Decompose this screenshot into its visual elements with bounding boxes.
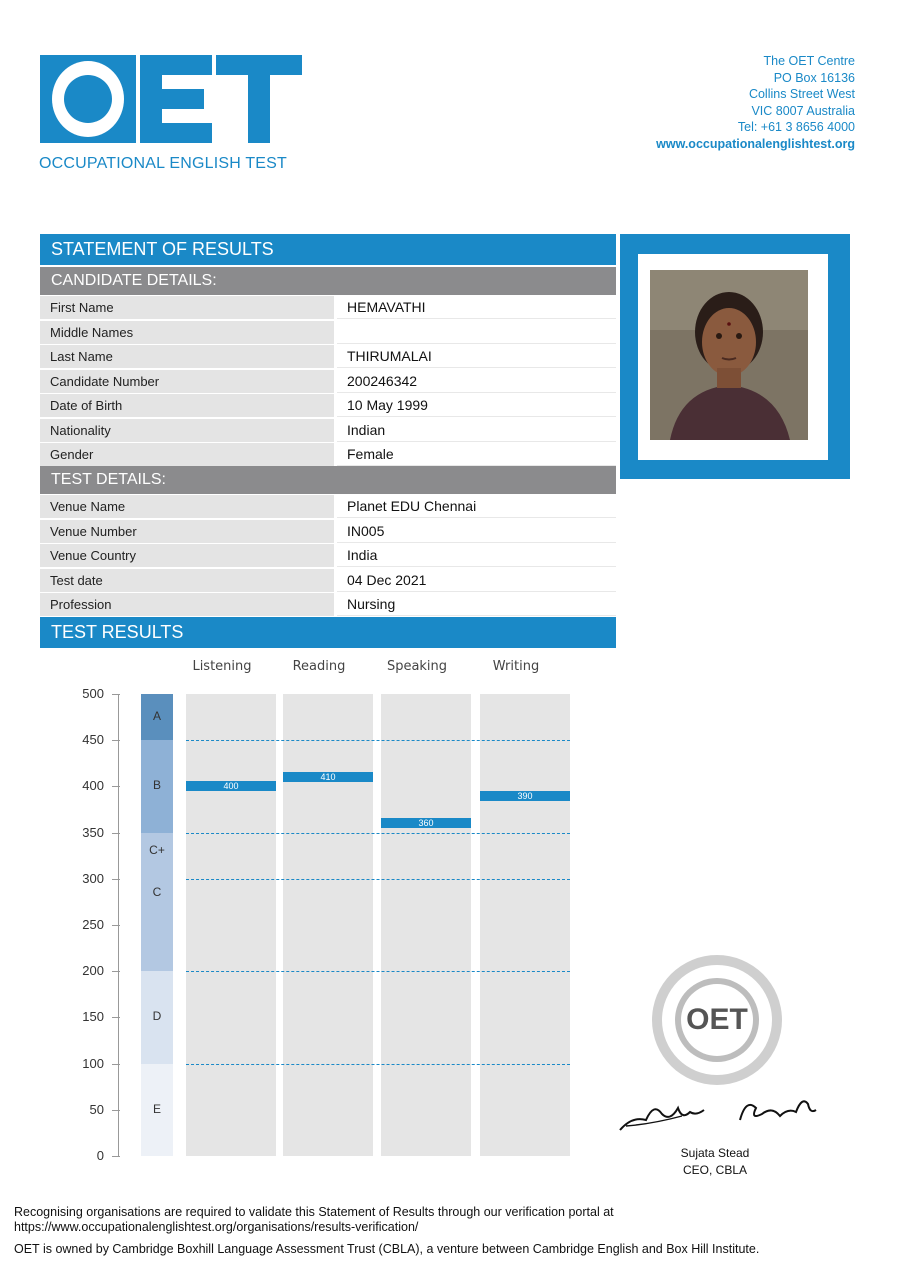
candidate-value: HEMAVATHI bbox=[337, 296, 616, 319]
grade-boundary-line bbox=[186, 740, 570, 741]
verification-note: Recognising organisations are required to validate this Statement of Results through our verification portal at https://www.occupationalenglishtest.org/organisations/results-verification/ bbox=[14, 1205, 614, 1234]
website-link[interactable]: www.occupationalenglishtest.org bbox=[656, 136, 855, 151]
score-column bbox=[381, 694, 471, 1156]
test-value: 04 Dec 2021 bbox=[337, 569, 616, 592]
test-label: Test date bbox=[40, 569, 334, 592]
candidate-label: Middle Names bbox=[40, 321, 334, 344]
test-value: India bbox=[337, 544, 616, 567]
test-label: Venue Name bbox=[40, 495, 334, 518]
y-tick bbox=[112, 1110, 120, 1111]
signatory-name: Sujata Stead bbox=[680, 1146, 750, 1160]
signatory-block bbox=[640, 1145, 790, 1179]
test-row bbox=[40, 544, 616, 568]
candidate-row bbox=[40, 345, 616, 369]
oet-centre-address: The OET Centre PO Box 16136 Collins Street West VIC 8007 Australia Tel: +61 3 8656 4000 www.occupationalenglishtest.org bbox=[656, 54, 855, 151]
verification-link[interactable]: https://www.occupationalenglishtest.org/organisations/results-verification/ bbox=[14, 1219, 419, 1234]
test-results-header: TEST RESULTS bbox=[40, 617, 616, 648]
column-header: Speaking bbox=[386, 659, 448, 674]
y-tick-label: 0 bbox=[96, 1148, 104, 1163]
oet-logo-letter-t bbox=[216, 55, 302, 143]
candidate-label: Gender bbox=[40, 443, 334, 466]
column-header: Writing bbox=[492, 659, 540, 674]
test-row bbox=[40, 520, 616, 544]
test-label: Venue Number bbox=[40, 520, 334, 543]
grade-boundary-line bbox=[186, 833, 570, 834]
score-bar: 400 bbox=[186, 781, 276, 791]
candidate-label: Date of Birth bbox=[40, 394, 334, 417]
grade-boundary-line bbox=[186, 879, 570, 880]
grade-label: D bbox=[152, 1009, 162, 1024]
grade-boundary-line bbox=[186, 971, 570, 972]
score-bar: 390 bbox=[480, 791, 570, 801]
candidate-value: 200246342 bbox=[337, 370, 616, 393]
y-tick bbox=[112, 1156, 120, 1157]
y-tick-label: 450 bbox=[82, 732, 104, 748]
test-details-header: TEST DETAILS: bbox=[40, 466, 616, 494]
grade-label: E bbox=[152, 1101, 161, 1116]
score-column bbox=[283, 694, 373, 1156]
seal-oet-text: OET bbox=[681, 984, 753, 1056]
candidate-row bbox=[40, 370, 616, 394]
column-header: Listening bbox=[192, 659, 252, 674]
candidate-label: Last Name bbox=[40, 345, 334, 368]
y-tick-label: 50 bbox=[89, 1101, 104, 1117]
oet-logo-letter-e bbox=[140, 55, 212, 143]
score-bar: 410 bbox=[283, 772, 373, 782]
candidate-value: 10 May 1999 bbox=[337, 394, 616, 417]
candidate-photo bbox=[650, 270, 808, 440]
y-tick bbox=[112, 925, 120, 926]
column-header: Reading bbox=[292, 659, 346, 674]
candidate-row bbox=[40, 321, 616, 345]
y-tick bbox=[112, 833, 120, 834]
y-tick bbox=[112, 971, 120, 972]
y-tick bbox=[112, 1017, 120, 1018]
logo-subtitle: OCCUPATIONAL ENGLISH TEST bbox=[39, 155, 288, 172]
signature bbox=[612, 1086, 822, 1138]
score-column bbox=[186, 694, 276, 1156]
candidate-row bbox=[40, 394, 616, 418]
candidate-label: First Name bbox=[40, 296, 334, 319]
y-tick bbox=[112, 1064, 120, 1065]
test-label: Profession bbox=[40, 593, 334, 616]
candidate-photo-frame bbox=[620, 234, 850, 479]
y-tick-label: 200 bbox=[82, 963, 104, 979]
y-tick-label: 300 bbox=[82, 870, 104, 886]
y-tick bbox=[112, 740, 120, 741]
candidate-value bbox=[337, 321, 616, 344]
grade-boundary-line bbox=[186, 1064, 570, 1065]
test-row bbox=[40, 495, 616, 519]
score-bar: 360 bbox=[381, 818, 471, 828]
cambridge-boxhill-seal bbox=[652, 955, 782, 1085]
candidate-label: Candidate Number bbox=[40, 370, 334, 393]
y-tick-label: 150 bbox=[82, 1009, 104, 1025]
grade-label: C+ bbox=[149, 842, 165, 857]
test-label: Venue Country bbox=[40, 544, 334, 567]
y-tick bbox=[112, 879, 120, 880]
candidate-details-header: CANDIDATE DETAILS: bbox=[40, 267, 616, 295]
candidate-value: Female bbox=[337, 443, 616, 466]
ownership-note: OET is owned by Cambridge Boxhill Language Assessment Trust (CBLA), a venture between Cambridge English and Box Hill Institute. bbox=[14, 1242, 760, 1256]
signatory-title: CEO, CBLA bbox=[682, 1163, 748, 1177]
y-tick-label: 350 bbox=[82, 824, 104, 840]
candidate-value: THIRUMALAI bbox=[337, 345, 616, 368]
test-value: Planet EDU Chennai bbox=[337, 495, 616, 518]
test-row bbox=[40, 593, 616, 617]
y-tick-label: 250 bbox=[82, 917, 104, 932]
y-tick bbox=[112, 786, 120, 787]
grade-label: C bbox=[152, 884, 162, 899]
grade-label: B bbox=[152, 778, 161, 793]
candidate-row bbox=[40, 443, 616, 467]
y-tick-label: 100 bbox=[82, 1055, 104, 1071]
grade-label: A bbox=[152, 709, 161, 724]
candidate-row bbox=[40, 419, 616, 443]
y-tick bbox=[112, 694, 120, 695]
test-row bbox=[40, 569, 616, 593]
oet-logo-letter-o bbox=[40, 55, 136, 143]
candidate-value: Indian bbox=[337, 419, 616, 442]
y-tick-label: 500 bbox=[82, 686, 104, 701]
statement-of-results-header: STATEMENT OF RESULTS bbox=[40, 234, 616, 265]
candidate-label: Nationality bbox=[40, 419, 334, 442]
y-tick-label: 400 bbox=[82, 778, 104, 794]
score-column bbox=[480, 694, 570, 1156]
candidate-row bbox=[40, 296, 616, 320]
test-value: IN005 bbox=[337, 520, 616, 543]
test-value: Nursing bbox=[337, 593, 616, 616]
